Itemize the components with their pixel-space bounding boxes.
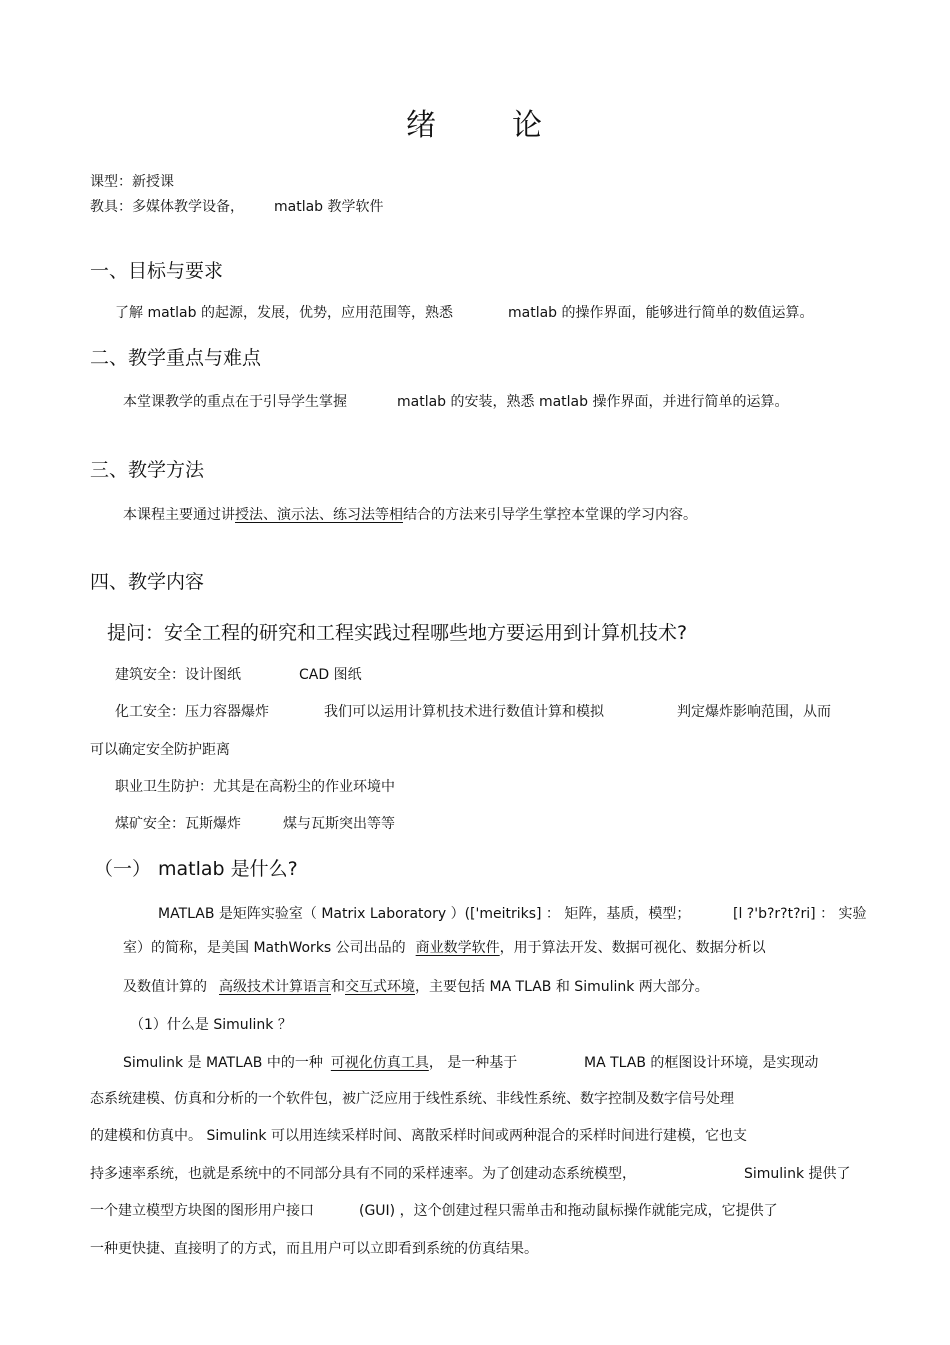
page-title-left-char: 绪 (406, 108, 436, 143)
subsection-heading-number: （一） (94, 858, 152, 880)
methods-text-underlined: 授法、演示法、练习法等相 (235, 507, 403, 523)
methods-paragraph (123, 504, 697, 524)
key-points-text-b: matlab 的安装，熟悉 matlab 操作界面，并进行简单的运算。 (397, 394, 789, 410)
matlab-p1-line3-c: ，主要包括 MA TLAB 和 Simulink 两大部分。 (415, 979, 709, 995)
simulink-line4-b: Simulink 提供了 (744, 1166, 851, 1182)
page-title-right-char: 论 (512, 108, 542, 143)
simulink-line5-a: 一个建立模型方块图的图形用户接口 (90, 1203, 314, 1219)
section-heading-goals: 一、目标与要求 (90, 260, 224, 282)
teaching-tools-software: matlab 教学软件 (274, 199, 384, 215)
subsection-heading-title: matlab 是什么? (158, 858, 298, 880)
simulink-line1 (123, 1052, 517, 1072)
simulink-line3: 的建模和仿真中。 Simulink 可以用连续采样时间、离散采样时间或两种混合的采样时间进行建模，它也支 (90, 1128, 747, 1144)
course-type: 课型：新授课 (90, 174, 174, 190)
section-heading-content: 四、教学内容 (90, 571, 205, 593)
simulink-line5-b: (GUI) ，这个创建过程只需单击和拖动鼠标操作就能完成，它提供了 (359, 1203, 778, 1219)
item-chemical-d: 可以确定安全防护距离 (90, 742, 230, 758)
link-commercial-math-software[interactable]: 商业数学软件 (415, 940, 500, 956)
item-mine-b: 煤与瓦斯突出等等 (283, 816, 395, 832)
matlab-p1-line2 (123, 937, 766, 957)
goals-text-b: matlab 的操作界面，能够进行简单的数值运算。 (508, 305, 814, 321)
item-occupational: 职业卫生防护：尤其是在高粉尘的作业环境中 (115, 779, 395, 795)
link-interactive-environment[interactable]: 交互式环境 (345, 979, 415, 995)
simulink-line6: 一种更快捷、直接明了的方式，而且用户可以立即看到系统的仿真结果。 (90, 1241, 538, 1257)
item-building-b: CAD 图纸 (299, 667, 362, 683)
simulink-subheading: （1）什么是 Simulink ？ (130, 1017, 292, 1033)
key-points-text-a: 本堂课教学的重点在于引导学生掌握 (123, 394, 347, 410)
item-mine-a: 煤矿安全：瓦斯爆炸 (115, 816, 241, 832)
content-question: 提问：安全工程的研究和工程实践过程哪些地方要运用到计算机技术? (107, 622, 688, 644)
section-heading-key-points: 二、教学重点与难点 (90, 347, 262, 369)
methods-text-post: 结合的方法来引导学生掌控本堂课的学习内容。 (403, 507, 697, 523)
matlab-p1-line3-b: 和 (331, 979, 345, 995)
item-chemical-c: 判定爆炸影响范围，从而 (677, 704, 831, 720)
simulink-line1-c: MA TLAB 的框图设计环境，是实现动 (584, 1055, 819, 1071)
matlab-p1-line3-a: 及数值计算的 (123, 979, 207, 995)
simulink-line4-a: 持多速率系统，也就是系统中的不同部分具有不同的采样速率。为了创建动态系统模型， (90, 1166, 636, 1182)
item-chemical-a: 化工安全：压力容器爆炸 (115, 704, 269, 720)
simulink-line1-a: Simulink 是 MATLAB 中的一种 (123, 1055, 323, 1071)
matlab-p1-line2-a: 室）的简称，是美国 MathWorks 公司出品的 (123, 940, 406, 956)
simulink-line1-b: ， 是一种基于 (428, 1055, 518, 1071)
methods-text-pre: 本课程主要通过讲 (123, 507, 235, 523)
matlab-p1-line1-b: [l ?'b?r?t?ri] ： 实验 (733, 906, 867, 922)
teaching-tools-label: 教具：多媒体教学设备， (90, 199, 244, 215)
simulink-line2: 态系统建模、仿真和分析的一个软件包，被广泛应用于线性系统、非线性系统、数字控制及数字信号处理 (90, 1091, 734, 1107)
item-building-a: 建筑安全：设计图纸 (115, 667, 241, 683)
section-heading-methods: 三、教学方法 (90, 459, 205, 481)
matlab-p1-line3 (123, 976, 709, 996)
goals-text-a: 了解 matlab 的起源，发展，优势，应用范围等，熟悉 (115, 305, 453, 321)
matlab-p1-line2-b: ，用于算法开发、数据可视化、数据分析以 (499, 940, 766, 956)
link-visual-simulation-tool[interactable]: 可视化仿真工具 (330, 1055, 429, 1071)
item-chemical-b: 我们可以运用计算机技术进行数值计算和模拟 (324, 704, 604, 720)
matlab-p1-line1-a: MATLAB 是矩阵实验室（ Matrix Laboratory ）(['meitriks] ： 矩阵，基质，模型； (158, 906, 691, 922)
link-high-level-language[interactable]: 高级技术计算语言 (219, 979, 331, 995)
